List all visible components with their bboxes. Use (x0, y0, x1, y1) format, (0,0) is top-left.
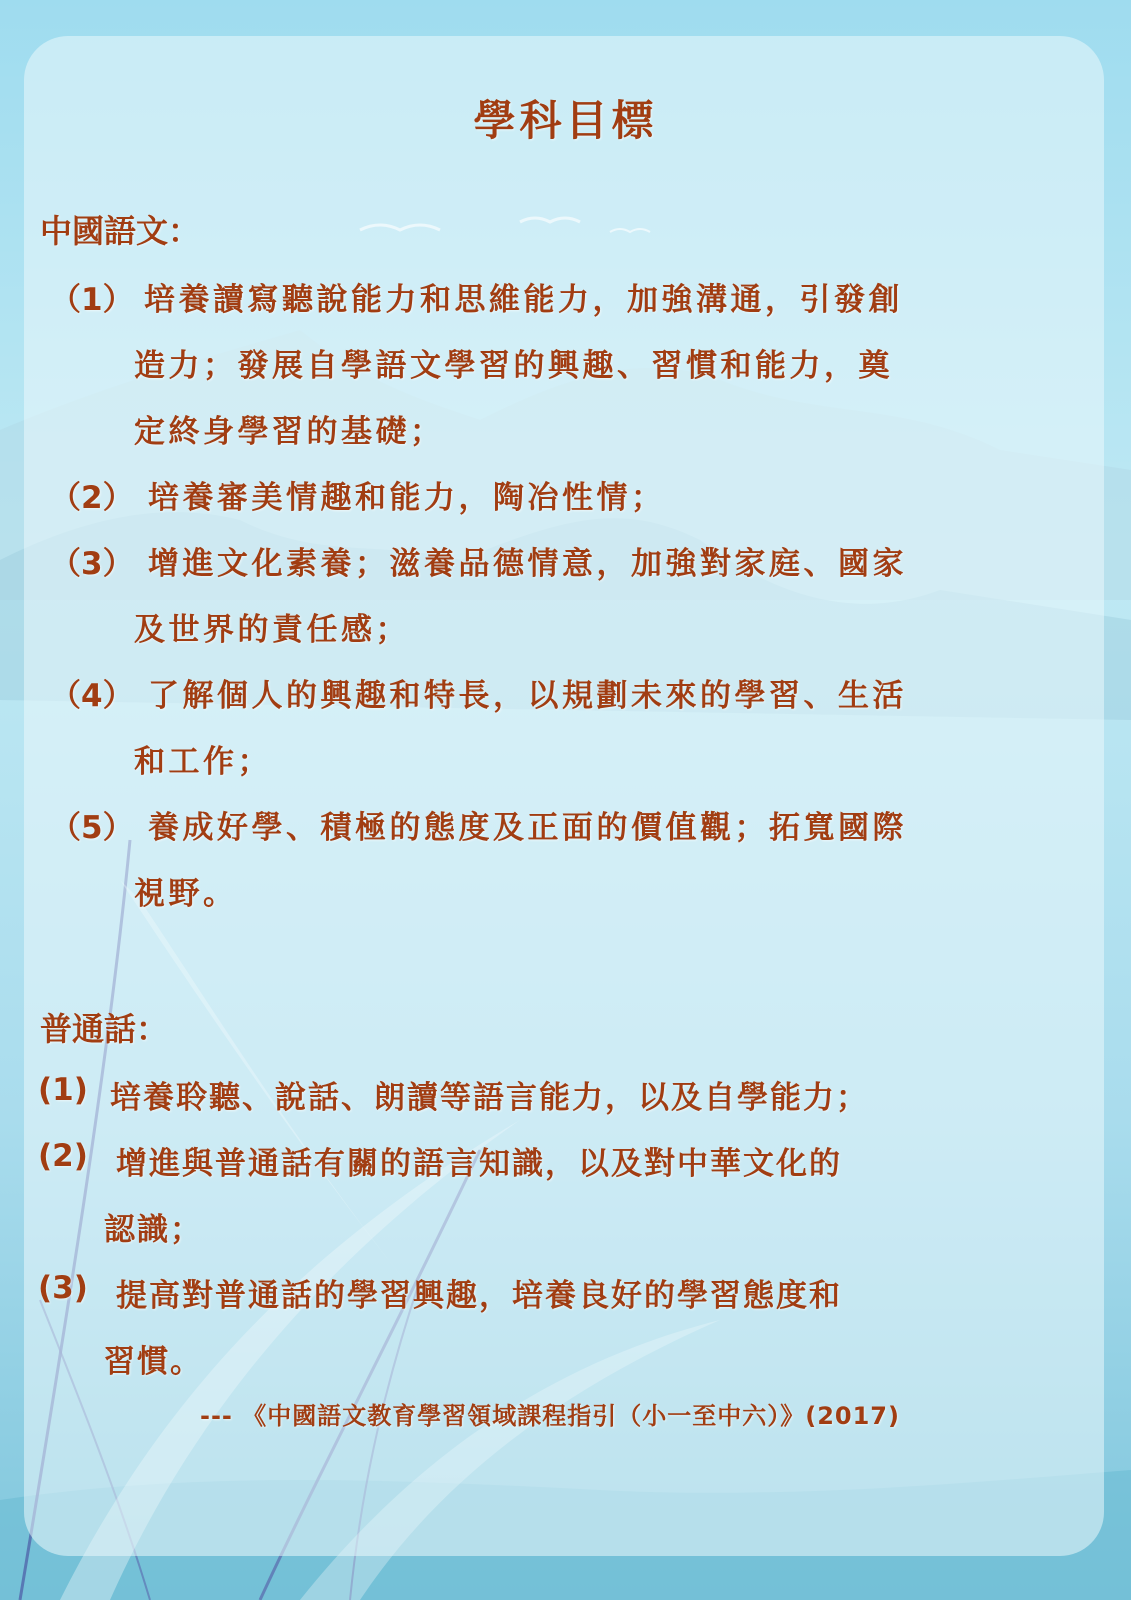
chinese-item-4-line-2: 和工作； (134, 744, 272, 780)
chinese-item-2-number: （2） (50, 480, 134, 516)
chinese-item-4-number: （4） (50, 678, 134, 714)
chinese-item-1-number: （1） (50, 282, 134, 318)
putonghua-item-3-line-1: 提高對普通話的學習興趣，培養良好的學習態度和 (116, 1278, 842, 1314)
putonghua-item-1-number: (1) (38, 1072, 88, 1108)
page-title: 學科目標 (473, 96, 658, 145)
putonghua-item-2-line-2: 認識； (104, 1212, 203, 1248)
chinese-item-4-line-1: 了解個人的興趣和特長，以規劃未來的學習、生活 (148, 678, 907, 714)
chinese-heading: 中國語文： (40, 212, 201, 250)
putonghua-item-3-line-2: 習慣。 (104, 1344, 203, 1380)
putonghua-item-1-line-1: 培養聆聽、說話、朗讀等語言能力，以及自學能力； (110, 1080, 869, 1116)
chinese-item-1-line-2: 造力；發展自學語文學習的興趣、習慣和能力，奠 (134, 348, 893, 384)
chinese-item-1-line-3: 定終身學習的基礎； (134, 414, 445, 450)
putonghua-heading: 普通話： (40, 1010, 169, 1048)
chinese-item-3-number: （3） (50, 546, 134, 582)
putonghua-item-2-number: (2) (38, 1138, 88, 1174)
chinese-item-3-line-1: 增進文化素養；滋養品德情意，加強對家庭、國家 (148, 546, 907, 582)
putonghua-item-3-number: (3) (38, 1270, 88, 1306)
putonghua-item-2-line-1: 增進與普通話有關的語言知識，以及對中華文化的 (116, 1146, 842, 1182)
chinese-item-5-number: （5） (50, 810, 134, 846)
chinese-item-3-line-2: 及世界的責任感； (134, 612, 410, 648)
chinese-item-5-line-2: 視野。 (134, 876, 238, 912)
source-citation: --- 《中國語文教育學習領域課程指引（小一至中六）》(2017) (200, 1402, 900, 1430)
chinese-item-2-line-1: 培養審美情趣和能力，陶冶性情； (148, 480, 666, 516)
chinese-item-5-line-1: 養成好學、積極的態度及正面的價值觀；拓寬國際 (148, 810, 907, 846)
chinese-item-1-line-1: 培養讀寫聽說能力和思維能力，加強溝通，引發創 (144, 282, 903, 318)
